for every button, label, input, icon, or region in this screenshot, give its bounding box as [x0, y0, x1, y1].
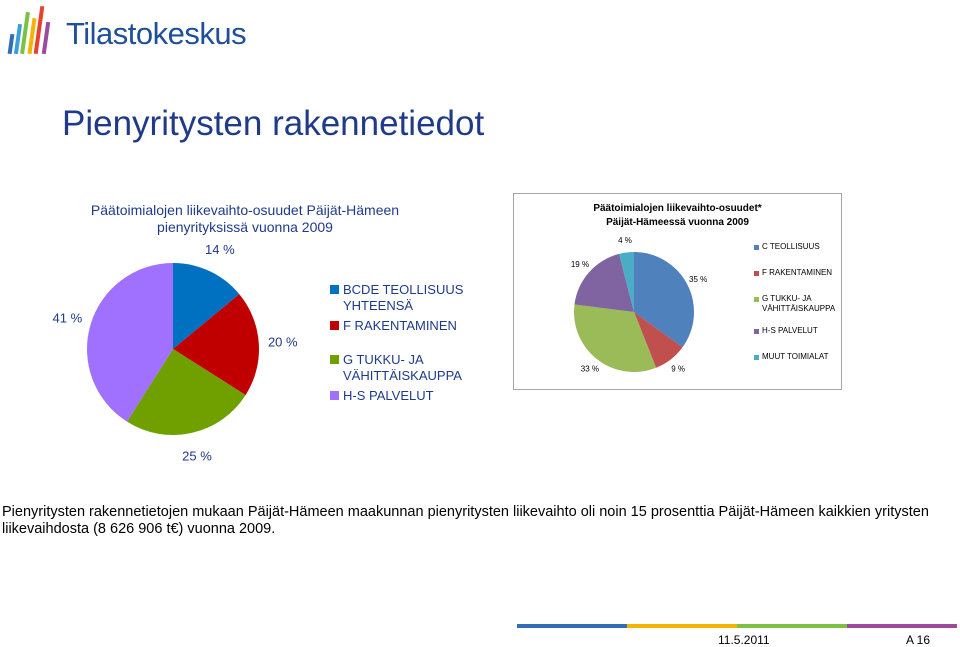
legend-label: C TEOLLISUUS [762, 242, 820, 251]
pie-data-label: 9 % [671, 364, 686, 374]
legend-label: H-S PALVELUT [762, 326, 818, 335]
logo-text: Tilastokeskus [66, 16, 247, 51]
legend-label: F RAKENTAMINEN [343, 318, 457, 333]
footer-stripe [627, 624, 737, 628]
footer-stripe [737, 624, 847, 628]
chart2-title-line1: Päätoimialojen liikevaihto-osuudet* [593, 203, 762, 214]
pie-data-label: 25 % [182, 448, 212, 464]
body-text: Pienyritysten rakennetietojen mukaan Päijät-Hämeen maakunnan pienyritysten liikevaihto oli noin 15 prosenttia Päijät-Hämeen kaikkien yritysten liikevaihdosta (8 626 906 t€) vuonna 2009. [2, 504, 929, 537]
legend-label: MUUT TOIMIALAT [762, 352, 829, 361]
legend-swatch [330, 285, 339, 294]
legend-swatch [754, 329, 759, 334]
pie-data-label: 4 % [618, 236, 632, 246]
legend-swatch [754, 271, 759, 276]
legend-swatch [330, 355, 339, 364]
legend-swatch [754, 245, 759, 250]
pie-data-label: 14 % [205, 241, 235, 257]
pie-data-label: 35 % [689, 274, 708, 284]
page-title: Pienyritysten rakennetiedot [62, 104, 485, 143]
footer-stripe [847, 624, 957, 628]
pie-data-label: 33 % [580, 364, 599, 374]
chart1-title [70, 202, 420, 236]
pie-data-label: 41 % [52, 310, 83, 326]
legend-swatch [330, 321, 339, 330]
legend-swatch [330, 391, 339, 400]
footer-page-number: A 16 [906, 633, 931, 647]
logo-bars-icon [8, 4, 58, 60]
legend-label: H-S PALVELUT [343, 388, 434, 403]
chart2-title-line2: Päijät-Hämeessä vuonna 2009 [606, 217, 749, 228]
chart1-title-line2: pienyrityksissä vuonna 2009 [157, 219, 333, 235]
legend-label: F RAKENTAMINEN [762, 268, 833, 277]
chart1-pie [0, 241, 330, 464]
pie-data-label: 20 % [267, 334, 298, 350]
legend-label: G TUKKU- JA VÄHITTÄISKAUPPA [343, 352, 462, 383]
footer-date: 11.5.2011 [718, 633, 770, 647]
chart2-frame [513, 193, 842, 390]
legend-label: G TUKKU- JA VÄHITTÄISKAUPPA [762, 294, 836, 313]
logo [8, 4, 258, 60]
legend-swatch [754, 297, 759, 302]
legend-label: BCDE TEOLLISUUS YHTEENSÄ [343, 282, 464, 313]
legend-swatch [754, 355, 759, 360]
footer-stripe [517, 624, 627, 628]
chart1-title-line1: Päätoimialojen liikevaihto-osuudet Päijät-Hämeen [90, 202, 400, 218]
pie-data-label: 19 % [570, 260, 590, 270]
